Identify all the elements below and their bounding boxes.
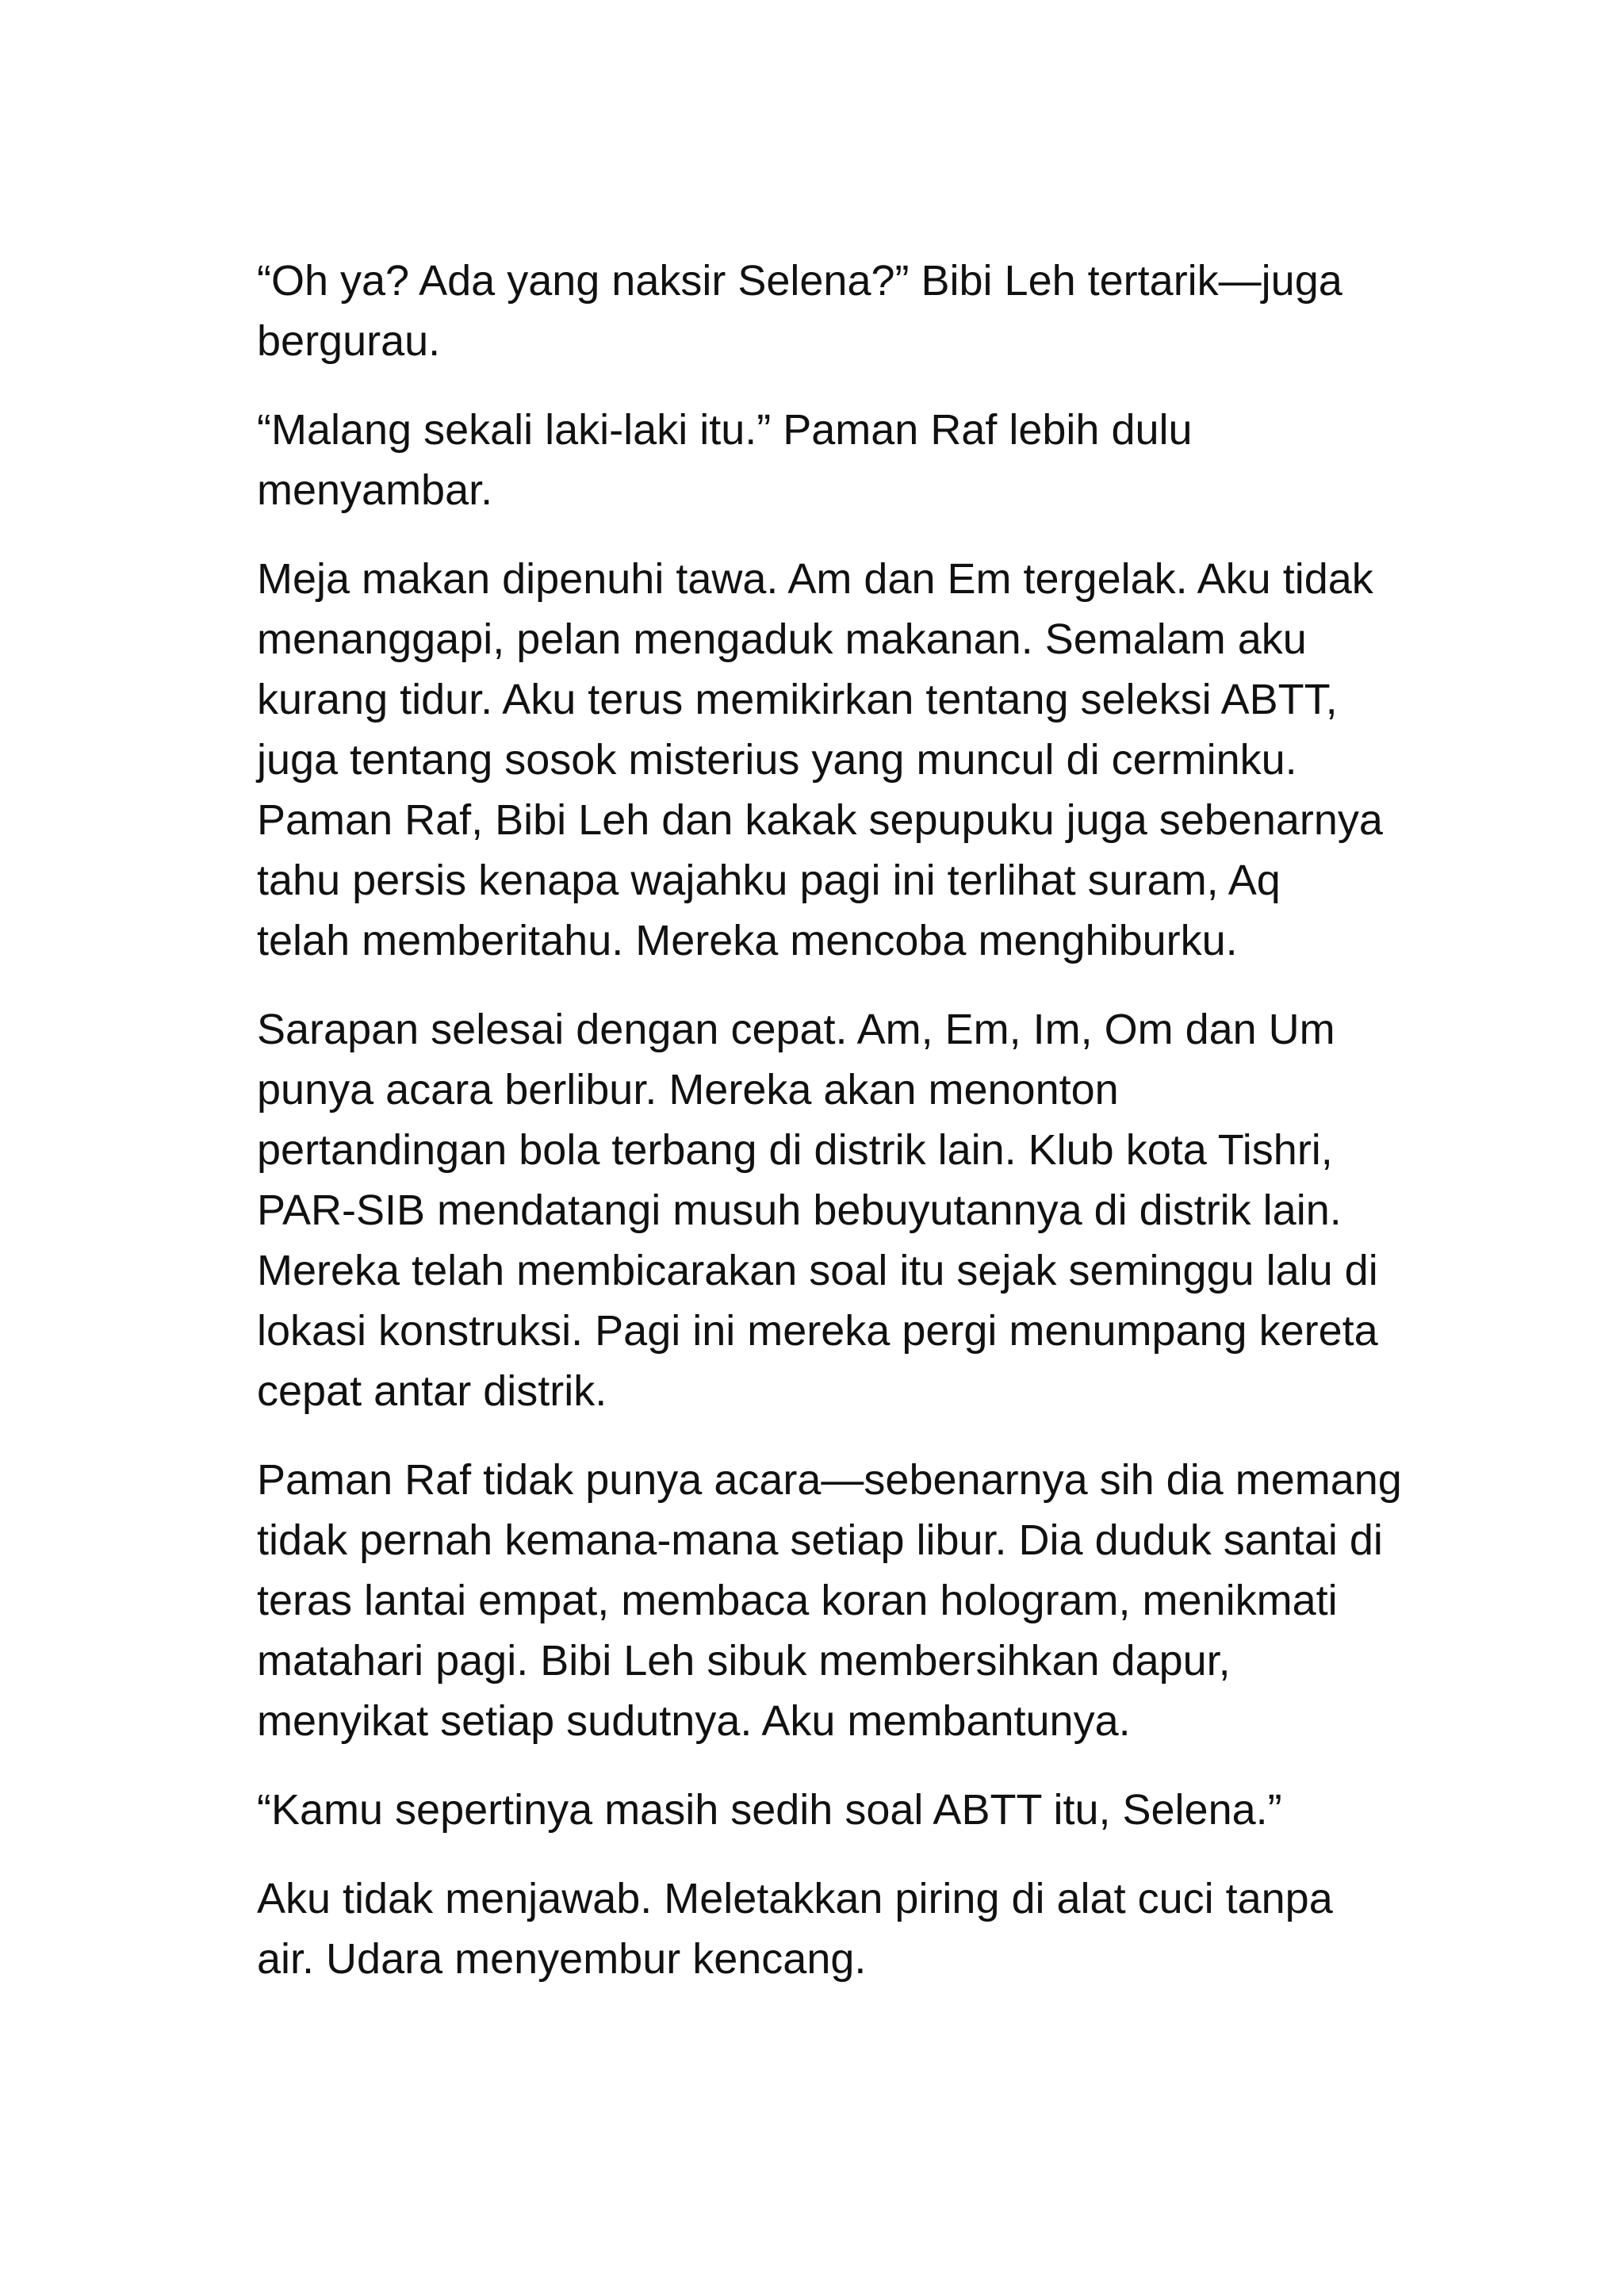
text-line: tidak pernah kemana-mana setiap libur. Dia duduk santai di xyxy=(257,1516,1383,1564)
paragraph-6 xyxy=(257,1780,1399,1840)
text-line: kurang tidur. Aku terus memikirkan tentang seleksi ABTT, xyxy=(257,676,1338,723)
text-line: tahu persis kenapa wajahku pagi ini terlihat suram, Aq xyxy=(257,857,1281,904)
paragraph-4 xyxy=(257,999,1399,1421)
text-line: “Malang sekali laki-laki itu.” Paman Raf lebih dulu xyxy=(257,406,1193,454)
text-line: Sarapan selesai dengan cepat. Am, Em, Im, Om dan Um xyxy=(257,1006,1335,1053)
text-line: Meja makan dipenuhi tawa. Am dan Em tergelak. Aku tidak xyxy=(257,555,1373,603)
paragraph-5 xyxy=(257,1450,1402,1751)
text-line: “Oh ya? Ada yang naksir Selena?” Bibi Leh tertarik—juga xyxy=(257,257,1342,305)
text-line: bergurau. xyxy=(257,317,441,365)
text-line: Mereka telah membicarakan soal itu sejak seminggu lalu di xyxy=(257,1247,1378,1294)
paragraph-2 xyxy=(257,400,1399,520)
text-line: menyikat setiap sudutnya. Aku membantunya. xyxy=(257,1697,1131,1745)
text-line: teras lantai empat, membaca koran hologram, menikmati xyxy=(257,1577,1338,1624)
text-line: lokasi konstruksi. Pagi ini mereka pergi menumpang kereta xyxy=(257,1307,1378,1355)
paragraph-3 xyxy=(257,549,1399,971)
text-line: Aku tidak menjawab. Meletakkan piring di alat cuci tanpa xyxy=(257,1875,1333,1922)
text-line: juga tentang sosok misterius yang muncul di cerminku. xyxy=(257,736,1297,784)
text-line: Paman Raf tidak punya acara—sebenarnya sih dia memang xyxy=(257,1456,1402,1504)
text-line: air. Udara menyembur kencang. xyxy=(257,1935,867,1983)
paragraph-1 xyxy=(257,251,1399,371)
text-line: menanggapi, pelan mengaduk makanan. Semalam aku xyxy=(257,615,1307,663)
text-line: cepat antar distrik. xyxy=(257,1367,607,1415)
text-line: pertandingan bola terbang di distrik lain. Klub kota Tishri, xyxy=(257,1126,1333,1174)
text-line: menyambar. xyxy=(257,466,493,514)
paragraph-7 xyxy=(257,1869,1399,1989)
text-line: Paman Raf, Bibi Leh dan kakak sepupuku juga sebenarnya xyxy=(257,796,1383,844)
text-line: matahari pagi. Bibi Leh sibuk membersihkan dapur, xyxy=(257,1637,1231,1685)
document-body xyxy=(257,251,1402,2018)
text-line: “Kamu sepertinya masih sedih soal ABTT itu, Selena.” xyxy=(257,1786,1282,1834)
text-line: telah memberitahu. Mereka mencoba menghiburku. xyxy=(257,917,1238,964)
text-line: punya acara berlibur. Mereka akan menonton xyxy=(257,1066,1119,1114)
text-line: PAR-SIB mendatangi musuh bebuyutannya di distrik lain. xyxy=(257,1186,1342,1234)
